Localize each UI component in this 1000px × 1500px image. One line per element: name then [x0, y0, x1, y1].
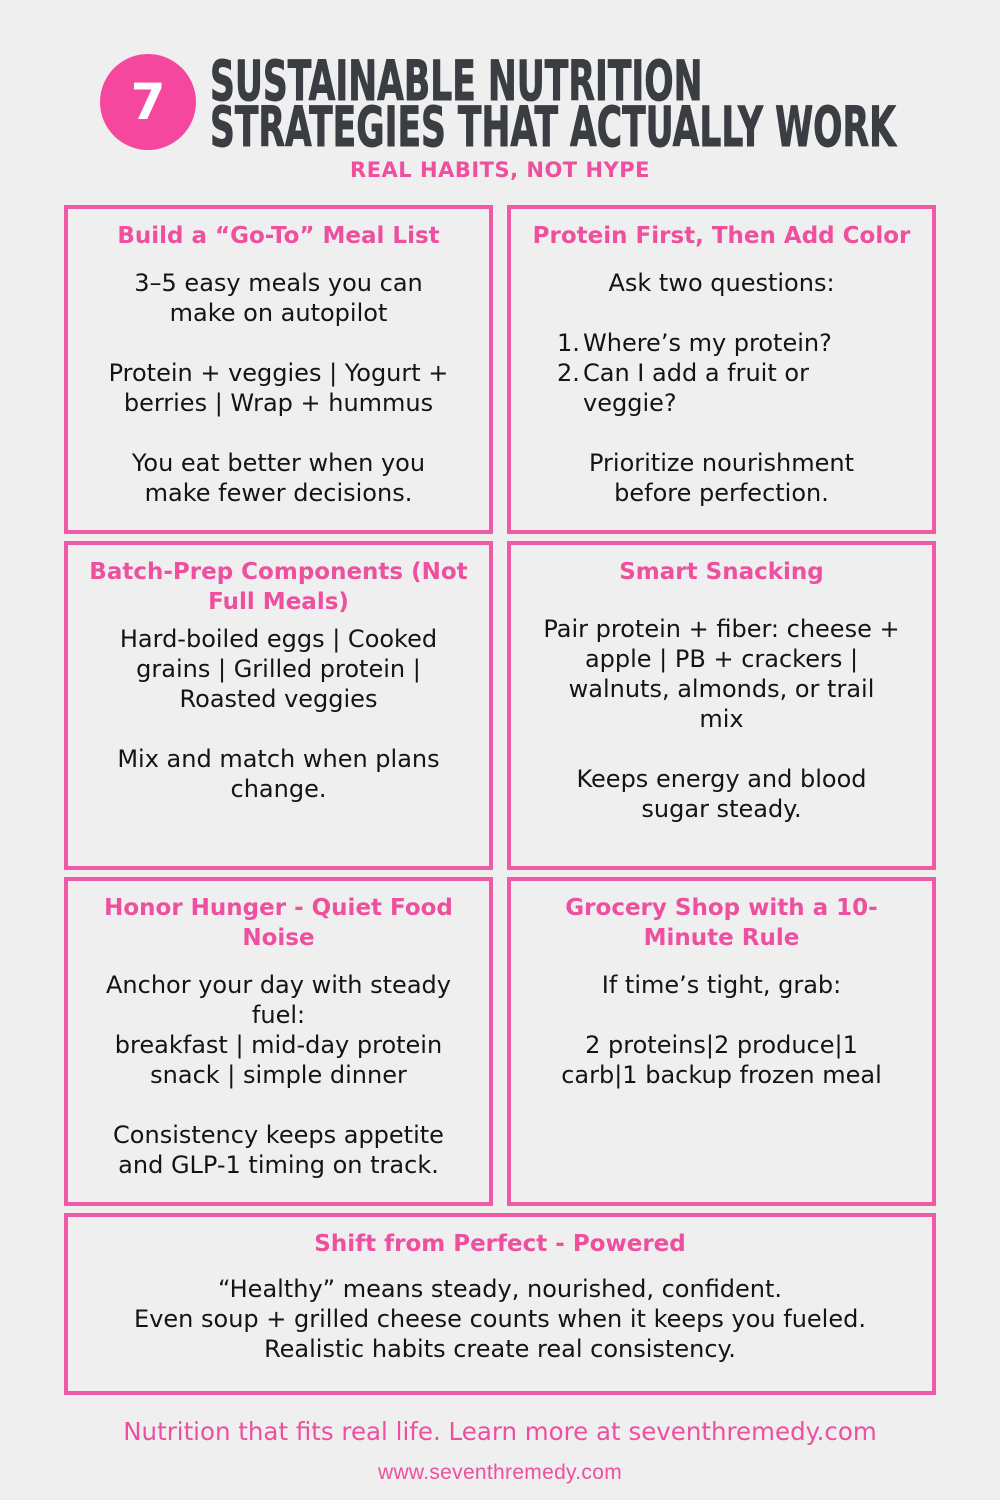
card-title: Shift from Perfect - Powered	[314, 1231, 686, 1257]
card-body	[511, 970, 932, 1090]
page-subtitle: REAL HABITS, NOT HYPE	[350, 158, 650, 182]
question-text: Can I add a fruit or veggie?	[583, 359, 809, 417]
page-title-wrapper	[210, 58, 950, 154]
badge-number: 7	[130, 73, 166, 131]
card-title: Protein First, Then Add Color	[532, 223, 911, 249]
card-paragraph: Prioritize nourishment before perfection.	[589, 449, 854, 507]
card-title: Batch-Prep Components (Not Full Meals)	[89, 559, 468, 615]
card-go-to-meal-list	[64, 205, 493, 534]
card-title: Build a “Go-To” Meal List	[117, 223, 440, 249]
card-paragraph: Consistency keeps appetite and GLP-1 timing on track.	[113, 1121, 444, 1179]
card-body	[68, 970, 489, 1180]
card-paragraph: Keeps energy and blood sugar steady.	[576, 765, 867, 823]
card-paragraph: Pair protein + fiber: cheese + apple | PB + crackers | walnuts, almonds, or trail mix	[543, 615, 900, 733]
card-grocery-shop	[507, 877, 936, 1206]
card-body	[68, 1274, 932, 1364]
card-title: Grocery Shop with a 10- Minute Rule	[565, 895, 878, 951]
card-batch-prep	[64, 541, 493, 870]
question-item	[557, 358, 932, 418]
card-body	[511, 614, 932, 824]
card-paragraph: You eat better when you make fewer decisions.	[131, 449, 426, 507]
card-paragraph: If time’s tight, grab:	[601, 971, 842, 999]
card-body	[68, 624, 489, 804]
card-paragraph: “Healthy” means steady, nourished, confident. Even soup + grilled cheese counts when it keeps you fueled. Realistic habits create real consistency.	[134, 1275, 866, 1363]
card-paragraph: Hard-boiled eggs | Cooked grains | Grilled protein | Roasted veggies	[119, 625, 438, 713]
card-paragraph: Ask two questions:	[608, 269, 835, 297]
card-paragraph: Anchor your day with steady fuel: breakfast | mid-day protein snack | simple dinner	[106, 971, 451, 1089]
question-number: 2.	[557, 359, 580, 387]
card-shift-from-perfect	[64, 1213, 936, 1395]
card-title: Smart Snacking	[619, 559, 824, 585]
question-text: Where’s my protein?	[583, 329, 832, 357]
card-body	[511, 268, 932, 508]
card-smart-snacking	[507, 541, 936, 870]
question-item	[557, 328, 932, 358]
page-title: SUSTAINABLE NUTRITION STRATEGIES THAT ACTUALLY WORK	[210, 58, 896, 154]
card-protein-first	[507, 205, 936, 534]
card-paragraph: 3–5 easy meals you can make on autopilot	[134, 269, 423, 327]
footer-tagline: Nutrition that fits real life. Learn more at seventhremedy.com	[123, 1417, 877, 1446]
footer-url-link[interactable]: www.seventhremedy.com	[378, 1461, 622, 1484]
card-paragraph: Mix and match when plans change.	[117, 745, 440, 803]
card-honor-hunger	[64, 877, 493, 1206]
number-badge	[100, 54, 196, 150]
card-body	[68, 268, 489, 508]
question-number: 1.	[557, 329, 580, 357]
card-paragraph: Protein + veggies | Yogurt + berries | Wrap + hummus	[108, 359, 449, 417]
question-list	[557, 328, 932, 418]
card-paragraph: 2 proteins|2 produce|1 carb|1 backup frozen meal	[561, 1031, 882, 1089]
card-title: Honor Hunger - Quiet Food Noise	[104, 895, 453, 951]
